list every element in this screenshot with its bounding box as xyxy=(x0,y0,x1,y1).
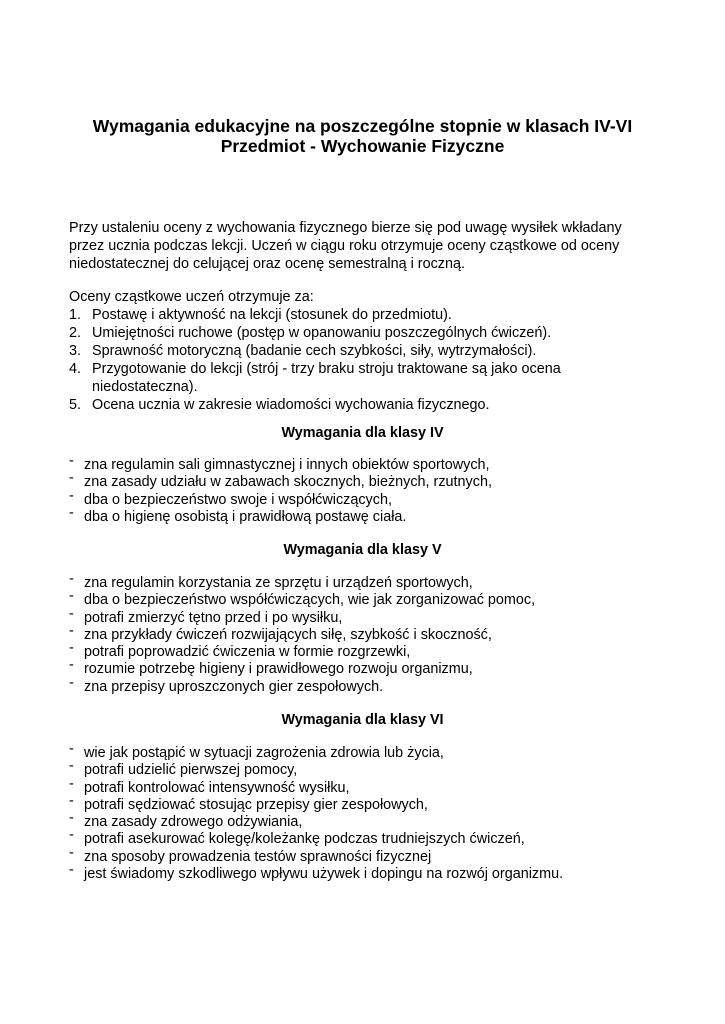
dash-bullet: - xyxy=(69,810,74,827)
list-item xyxy=(69,504,689,526)
list-item-text: potrafi poprowadzić ćwiczenia w formie rozgrzewki, xyxy=(84,644,411,661)
document-title: Wymagania edukacyjne na poszczególne stopnie w klasach IV-VI xyxy=(92,116,633,136)
list-item-text: zna przykłady ćwiczeń rozwijających siłę, szybkość i skoczność, xyxy=(84,626,492,643)
list-item xyxy=(69,342,669,360)
list-item xyxy=(69,827,689,848)
list-item xyxy=(69,588,689,609)
list-item-text: zna przepisy uproszczonych gier zespołowych. xyxy=(84,678,384,695)
list-item-text: potrafi sędziować stosując przepisy gier zespołowych, xyxy=(84,796,428,813)
section-heading-class-6: Wymagania dla klasy VI xyxy=(281,712,444,728)
dash-bullet: - xyxy=(69,792,74,809)
requirements-list-class-4 xyxy=(69,453,689,526)
grades-intro: Oceny cząstkowe uczeń otrzymuje za: xyxy=(69,289,314,305)
list-item-text: potrafi asekurować kolegę/koleżankę podczas trudniejszych ćwiczeń, xyxy=(84,831,525,848)
dash-bullet: - xyxy=(69,571,74,587)
dash-bullet: - xyxy=(69,470,74,487)
list-item-text: potrafi zmierzyć tętno przed i po wysiłku, xyxy=(84,609,343,626)
list-item-text: zna regulamin sali gimnastycznej i innych obiektów sportowych, xyxy=(84,457,490,473)
list-item xyxy=(69,741,689,762)
list-item-text: zna zasady zdrowego odżywiania, xyxy=(84,814,303,831)
dash-bullet: - xyxy=(69,588,74,605)
list-item xyxy=(69,775,689,797)
intro-paragraph: Przy ustaleniu oceny z wychowania fizycznego bierze się pod uwagę wysiłek wkładany przez ucznia podczas lekcji. Uczeń w ciągu roku otrzymuje oceny cząstkowe od oceny niedostatecznej do celującej oraz ocenę semestralną i roczną. xyxy=(69,220,622,272)
list-item xyxy=(69,792,689,814)
dash-bullet: - xyxy=(69,827,74,844)
dash-bullet: - xyxy=(69,605,74,622)
dash-bullet: - xyxy=(69,758,74,775)
dash-bullet: - xyxy=(69,504,74,521)
list-number: 4. xyxy=(69,361,82,377)
list-item-text: zna sposoby prowadzenia testów sprawności fizycznej xyxy=(84,848,432,865)
section-heading-class-4: Wymagania dla klasy IV xyxy=(281,425,444,441)
dash-bullet: - xyxy=(69,862,74,879)
dash-bullet: - xyxy=(69,844,74,861)
list-item xyxy=(69,306,669,324)
requirements-list-class-5 xyxy=(69,571,689,696)
list-item xyxy=(69,657,689,678)
list-number: 3. xyxy=(69,343,82,359)
list-item xyxy=(69,605,689,627)
list-item xyxy=(69,862,689,883)
list-item-text: Ocena ucznia w zakresie wiadomości wychowania fizycznego. xyxy=(92,397,490,413)
dash-bullet: - xyxy=(69,674,74,691)
list-number: 5. xyxy=(69,397,82,413)
list-item-text: Postawę i aktywność na lekcji (stosunek do przedmiotu). xyxy=(92,307,452,323)
dash-bullet: - xyxy=(69,640,74,657)
dash-bullet: - xyxy=(69,741,74,757)
list-item-text: wie jak postąpić w sytuacji zagrożenia zdrowia lub życia, xyxy=(84,745,444,761)
list-item xyxy=(69,470,689,491)
list-item xyxy=(69,674,689,696)
list-item-text: dba o bezpieczeństwo swoje i współćwiczących, xyxy=(84,491,392,508)
list-item xyxy=(69,758,689,779)
list-item xyxy=(69,810,689,831)
dash-bullet: - xyxy=(69,775,74,792)
requirements-list-class-6 xyxy=(69,741,689,883)
list-item xyxy=(69,360,669,396)
list-item xyxy=(69,844,689,866)
list-item xyxy=(69,571,689,592)
dash-bullet: - xyxy=(69,453,74,469)
list-item-text: Umiejętności ruchowe (postęp w opanowaniu poszczególnych ćwiczeń). xyxy=(92,325,552,341)
list-item-text: potrafi udzielić pierwszej pomocy, xyxy=(84,762,298,779)
list-item xyxy=(69,396,669,414)
list-item xyxy=(69,622,689,644)
list-item-text: potrafi kontrolować intensywność wysiłku, xyxy=(84,779,350,796)
section-heading-class-5: Wymagania dla klasy V xyxy=(283,542,442,558)
list-item-text: dba o bezpieczeństwo współćwiczących, wie jak zorganizować pomoc, xyxy=(84,592,536,609)
list-item xyxy=(69,640,689,661)
document-subtitle: Przedmiot - Wychowanie Fizyczne xyxy=(220,136,505,156)
list-number: 2. xyxy=(69,325,82,341)
list-item-text: Sprawność motoryczną (badanie cech szybkości, siły, wytrzymałości). xyxy=(92,343,537,359)
dash-bullet: - xyxy=(69,622,74,639)
list-item xyxy=(69,324,669,342)
list-number: 1. xyxy=(69,307,82,323)
list-item-text: dba o higienę osobistą i prawidłową postawę ciała. xyxy=(84,508,407,525)
list-item xyxy=(69,487,689,509)
list-item-text: jest świadomy szkodliwego wpływu używek i dopingu na rozwój organizmu. xyxy=(84,866,564,883)
list-item-text: zna regulamin korzystania ze sprzętu i urządzeń sportowych, xyxy=(84,575,473,591)
list-item xyxy=(69,453,689,474)
grade-criteria-list xyxy=(69,306,669,414)
list-item-text: rozumie potrzebę higieny i prawidłowego rozwoju organizmu, xyxy=(84,661,473,678)
dash-bullet: - xyxy=(69,657,74,674)
dash-bullet: - xyxy=(69,487,74,504)
list-item-text: zna zasady udziału w zabawach skocznych, bieżnych, rzutnych, xyxy=(84,474,492,491)
list-item-text: Przygotowanie do lekcji (strój - trzy braku stroju traktowane są jako ocena niedostateczna). xyxy=(92,361,561,395)
